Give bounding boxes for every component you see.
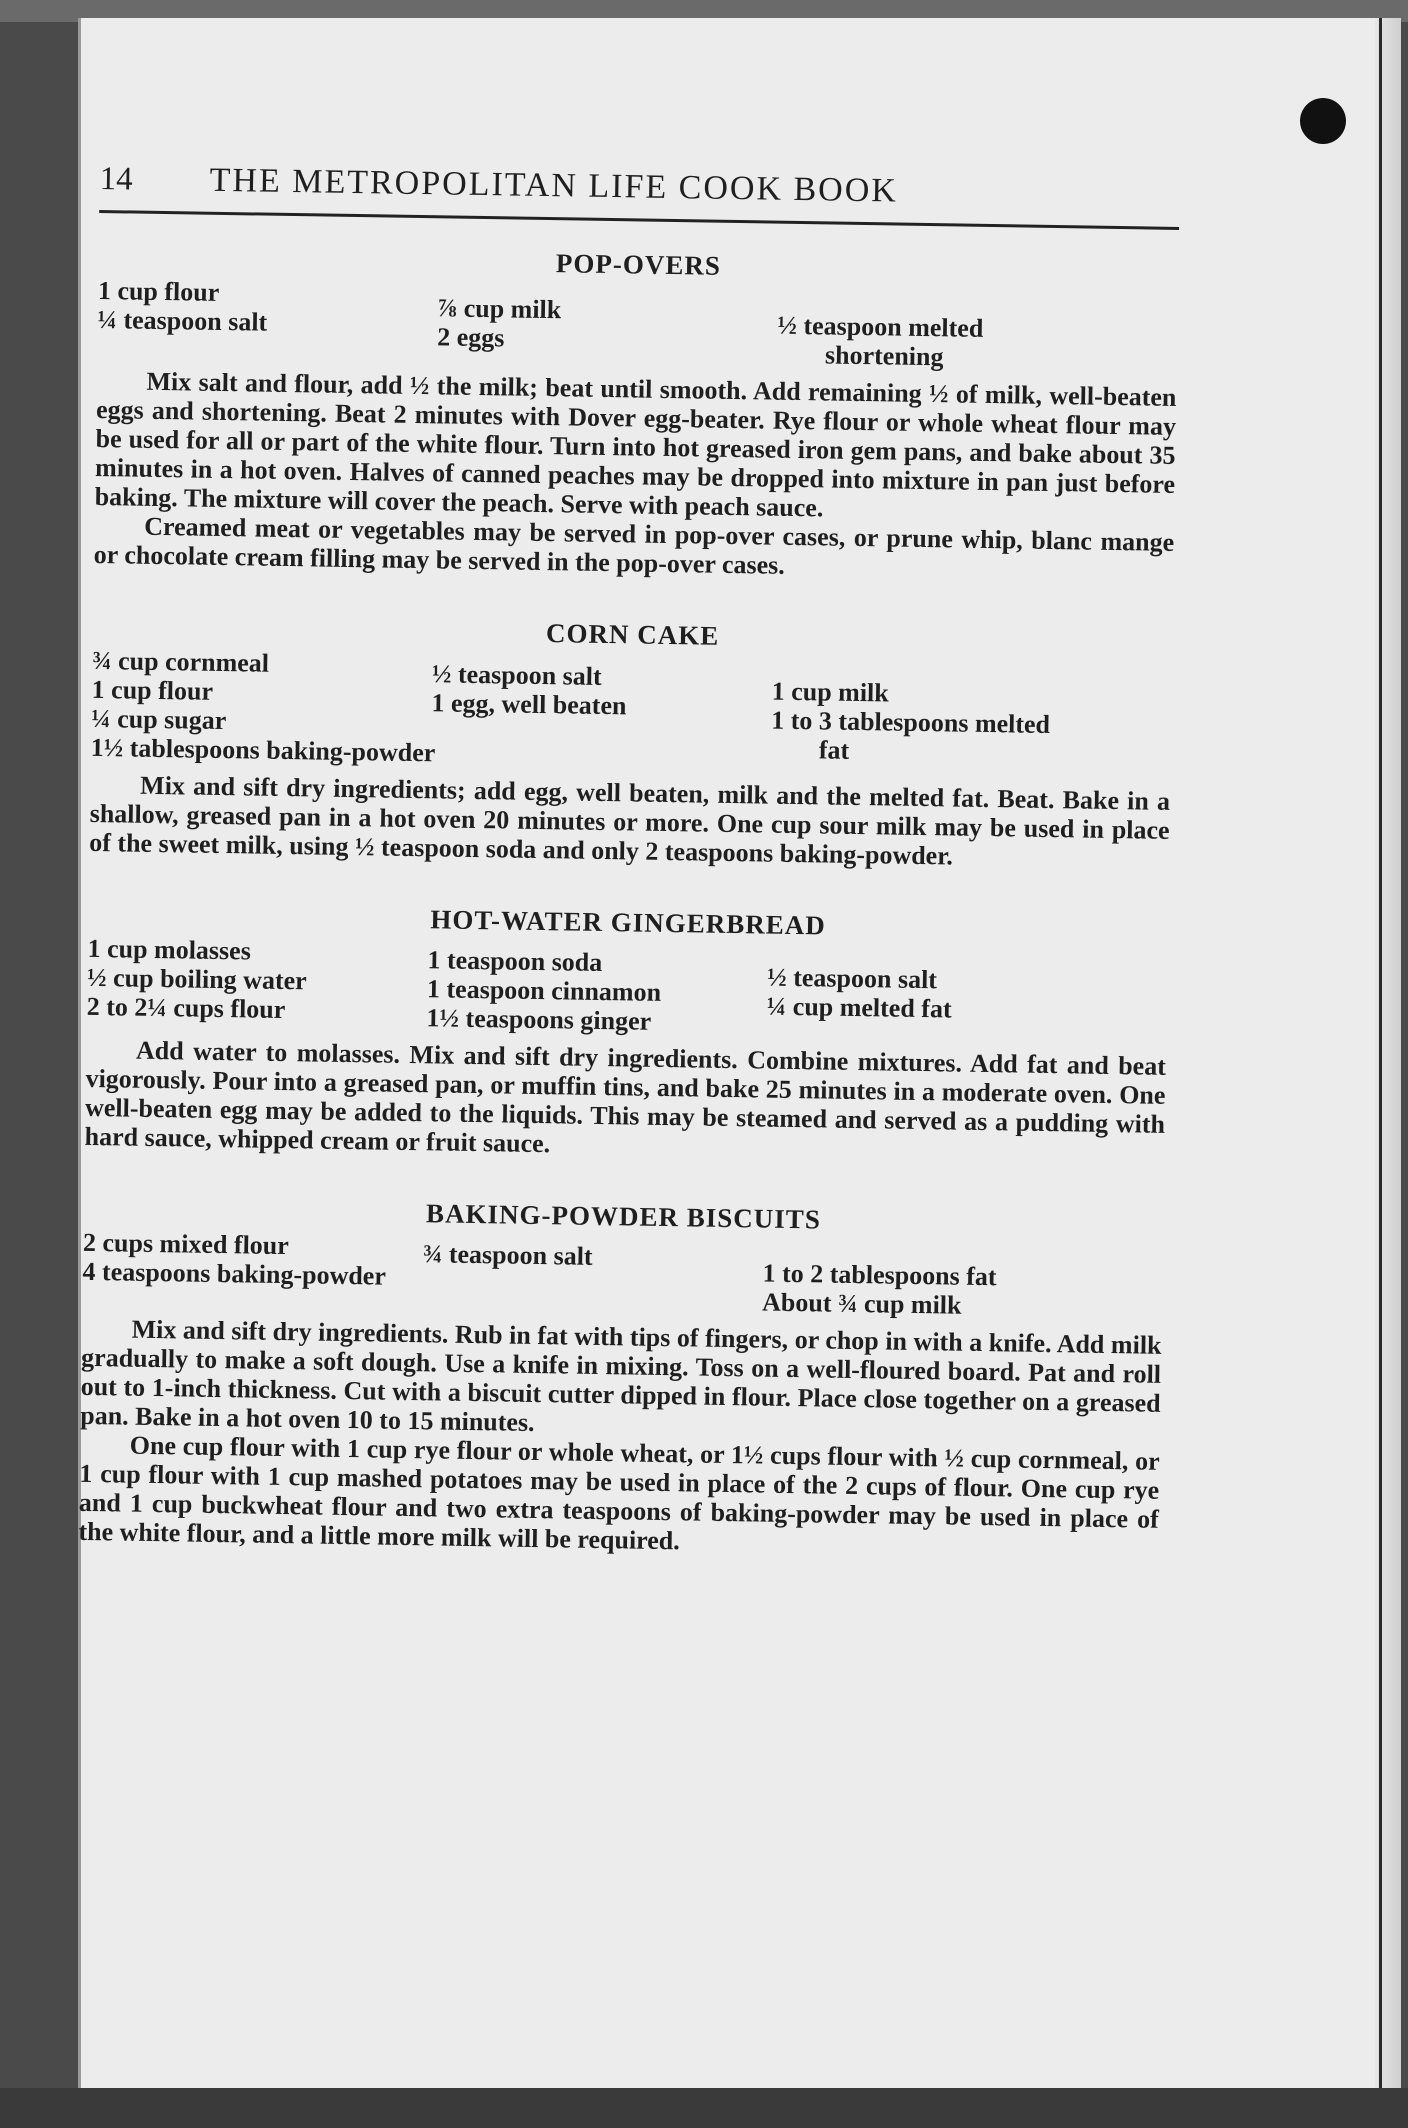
ingredient: 1½ tablespoons baking-powder — [90, 732, 436, 768]
ingredient: ¾ cup cornmeal — [91, 645, 270, 678]
ingredient: 1 cup milk — [771, 676, 889, 708]
instructions: Mix and sift dry ingredients; add egg, well beaten, milk and the melted fat. Beat. Bake in a shallow, greased pan in a hot oven 20 minutes or more. One cup sour milk may be used in place of the sweet milk, using ½ teaspoon soda and only 2 teaspoons baking-powder. — [89, 770, 1171, 871]
ingredient: 1 to 3 tablespoons melted — [771, 705, 1051, 739]
instructions: One cup flour with 1 cup rye flour or whole wheat, or 1½ cups flour with ½ cup cornmeal, or 1 cup flour with 1 cup mashed potatoes may be used in place of the 2 cups of flour. One cup rye and 1 cup buckwheat flour and two extra teaspoons of baking-powder may be used in place of the white flour, and a little more milk will be required. — [78, 1430, 1160, 1556]
ingredient: ¼ cup melted fat — [766, 991, 952, 1024]
ingredient: About ¾ cup milk — [761, 1287, 962, 1320]
punch-hole — [1300, 98, 1346, 144]
ingredient: 1 teaspoon cinnamon — [426, 974, 662, 1007]
recipe-title: CORN CAKE — [545, 618, 720, 651]
ingredient: 1 cup flour — [97, 275, 220, 307]
ingredient: ½ teaspoon salt — [767, 962, 938, 995]
instructions: Add water to molasses. Mix and sift dry ingredients. Combine mixtures. Add fat and beat vigorously. Pour into a greased pan, or muffin tins, and bake 25 minutes in a moderate oven. One well-beaten egg may be added to the liquids. This may be steamed and served as a pudding with hard sauce, whipped cream or fruit sauce. — [84, 1035, 1167, 1159]
ingredient-column — [777, 287, 1178, 375]
ingredient: 1 to 2 tablespoons fat — [762, 1258, 997, 1292]
binding-line — [1379, 18, 1382, 2088]
ingredient: ½ teaspoon salt — [431, 659, 602, 691]
ingredient-column — [422, 1233, 763, 1316]
recipe-pop-overs — [94, 241, 1179, 586]
recipe-title: POP-OVERS — [555, 248, 722, 281]
ingredient: 1 cup flour — [91, 674, 214, 706]
ingredient-list — [91, 646, 1173, 779]
instructions: Creamed meat or vegetables may be served in pop-over cases, or prune whip, blanc mange or chocolate cream filling may be served in the pop-over cases. — [93, 511, 1175, 580]
ingredient-column — [97, 276, 438, 363]
recipe-hot-water-gingerbread — [84, 899, 1168, 1168]
ingredient-list — [97, 276, 1178, 375]
ingredient-column — [426, 939, 767, 1037]
ingredient: ½ cup boiling water — [86, 962, 307, 996]
recipe-title: BAKING-POWDER BISCUITS — [425, 1198, 822, 1235]
ingredient-column — [86, 934, 427, 1032]
ingredient-column — [770, 657, 1172, 779]
ingredient: 2 to 2¼ cups flour — [86, 991, 286, 1025]
ingredient: fat — [818, 735, 850, 765]
recipe-title: HOT-WATER GINGERBREAD — [430, 904, 826, 941]
ingredient: ¼ teaspoon salt — [97, 304, 268, 337]
ingredient: ⅞ cup milk — [437, 293, 562, 325]
ingredient-column — [90, 645, 436, 768]
scan-bottom-border — [0, 2088, 1408, 2128]
page-content — [78, 160, 1180, 1605]
ingredient: 4 teaspoons baking-powder — [82, 1256, 387, 1291]
page-number: 14 — [99, 160, 133, 198]
ingredient: 1 egg, well beaten — [431, 688, 627, 721]
ingredient-column — [437, 281, 778, 368]
ingredient-list — [82, 1228, 1163, 1323]
ingredient: 1½ teaspoons ginger — [426, 1003, 652, 1036]
book-title: THE METROPOLITAN LIFE COOK BOOK — [209, 161, 899, 210]
ingredient: ½ teaspoon melted — [777, 310, 984, 343]
instructions: Mix and sift dry ingredients. Rub in fat with tips of fingers, or chop in with a knife. Add milk gradually to make a soft dough. Use a knife in mixing. Toss on a well-floured board. Pat and roll out to 1-inch thickness. Cut with a biscuit cutter dipped in flour. Place close together on a greased pan. Bake in a hot oven 10 to 15 minutes. — [80, 1314, 1162, 1437]
ingredient-list — [86, 934, 1167, 1044]
recipe-baking-powder-biscuits — [78, 1193, 1163, 1563]
ingredient: 2 eggs — [437, 322, 505, 353]
ingredient: 1 cup molasses — [87, 933, 252, 966]
ingredient-column — [762, 1239, 1163, 1323]
ingredient-column — [82, 1228, 423, 1311]
recipe-corn-cake — [89, 611, 1173, 874]
ingredient: shortening — [824, 340, 944, 372]
ingredient: 2 cups mixed flour — [82, 1227, 290, 1261]
ingredient: ¼ cup sugar — [90, 703, 227, 736]
ingredient: 1 teaspoon soda — [427, 945, 603, 977]
instructions: Mix salt and flour, add ½ the milk; beat until smooth. Add remaining ½ of milk, well-beaten eggs and shortening. Beat 2 minutes with Dover egg-beater. Rye flour or whole wheat flour may be used for all or part of the white flour. Turn into hot greased iron gem pans, and bake about 35 minutes in a hot oven. Halves of canned peaches may be dropped into mixture in pan just before baking. The mixture will cover the peach. Serve with peach sauce. — [94, 366, 1177, 523]
ingredient: ¾ teaspoon salt — [422, 1239, 593, 1271]
ingredient-column — [431, 651, 773, 772]
ingredient-column — [766, 945, 1167, 1044]
